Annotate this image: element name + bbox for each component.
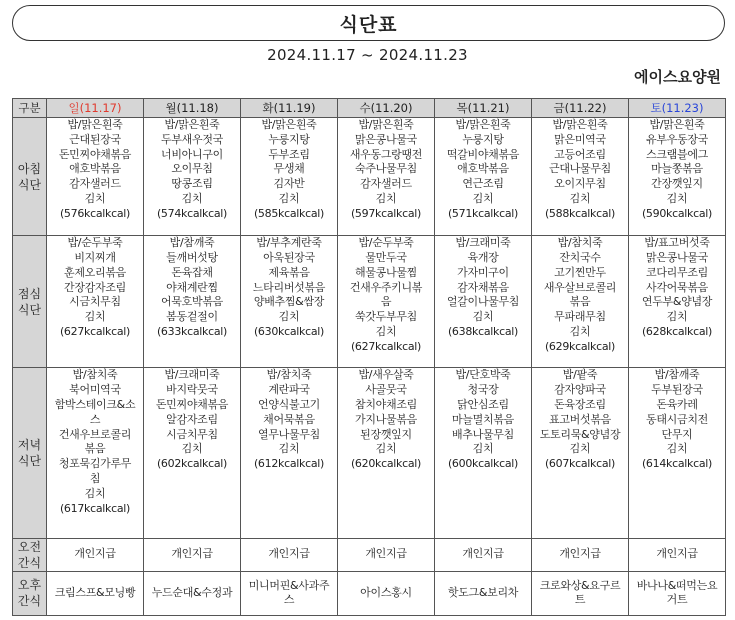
menu-cell-dinner-sun (47, 368, 144, 538)
menu-item: 채어묵볶음 (263, 412, 315, 426)
menu-cell-afternoon-snack-sat (629, 571, 726, 615)
menu-item: 개인지급 (171, 547, 213, 561)
menu-item: 개인지급 (559, 547, 601, 561)
menu-cell-dinner-fri (532, 368, 629, 538)
menu-item: 함박스테이크&소 (54, 398, 136, 412)
menu-item: 참치야채조림 (355, 398, 417, 412)
menu-item: 맑은콩나물국 (355, 132, 417, 146)
menu-item: 바나나&떠먹는요 (636, 578, 718, 592)
menu-item: 땅콩조림 (171, 177, 213, 191)
row-label-line: 식단 (17, 454, 42, 469)
menu-cell-dinner-thu (435, 368, 532, 538)
menu-item: 배추나물무침 (452, 427, 514, 441)
menu-item: 오이무침 (171, 162, 213, 176)
menu-item: (571kcalkcal) (447, 206, 519, 220)
menu-item: 마늘멸치볶음 (452, 412, 514, 426)
menu-cell-afternoon-snack-thu (435, 571, 532, 615)
menu-item: 연근조림 (462, 177, 504, 191)
menu-item: 김치 (472, 310, 494, 324)
menu-item: 트 (574, 593, 586, 607)
menu-cell-afternoon-snack-wed (338, 571, 435, 615)
menu-item: 밥/단호박죽 (455, 368, 511, 382)
menu-item: (576kcalkcal) (59, 206, 131, 220)
menu-item: 오이지무침 (554, 177, 606, 191)
menu-item: 김치 (278, 191, 300, 205)
menu-item: 개인지급 (74, 547, 116, 561)
menu-cell-breakfast-sun (47, 118, 144, 236)
row-label-morning-snack (13, 538, 47, 571)
menu-item: 김치 (278, 310, 300, 324)
menu-item: 밥/참치죽 (557, 236, 603, 250)
menu-item: 맑은콩나물국 (646, 251, 708, 265)
menu-item: 해물콩나물찜 (355, 265, 417, 279)
menu-item: (588kcalkcal) (544, 206, 616, 220)
menu-item: 김치 (375, 191, 397, 205)
menu-item: 가지나물볶음 (355, 412, 417, 426)
menu-item: (607kcalkcal) (544, 457, 616, 471)
menu-item: 김치 (666, 442, 688, 456)
menu-cell-lunch-sat (629, 236, 726, 368)
menu-item: (617kcalkcal) (59, 501, 131, 515)
row-dinner (13, 368, 726, 538)
menu-item: 물만두국 (365, 251, 407, 265)
row-label-line: 간식 (17, 555, 42, 570)
menu-item: 누드순대&수정과 (151, 586, 233, 600)
menu-item: 잔치국수 (559, 251, 601, 265)
day-header-fri: 금(11.22) (532, 99, 629, 118)
menu-item: (600kcalkcal) (447, 457, 519, 471)
menu-item: 김치 (569, 325, 591, 339)
menu-item: 밥/크래미죽 (455, 236, 511, 250)
row-label-afternoon-snack (13, 571, 47, 615)
menu-item: 김치 (278, 442, 300, 456)
menu-item: 돈육잡채 (171, 265, 213, 279)
meal-plan-table (12, 98, 726, 616)
menu-item: 밥/참깨죽 (169, 236, 215, 250)
facility-name: 에이스요양원 (634, 68, 721, 86)
menu-item: 개인지급 (365, 547, 407, 561)
menu-cell-lunch-fri (532, 236, 629, 368)
menu-item: 무파래무침 (554, 310, 606, 324)
menu-item: 김치 (569, 442, 591, 456)
row-label-line: 식단 (17, 302, 42, 317)
menu-cell-lunch-wed (338, 236, 435, 368)
menu-item: 두부된장국 (651, 383, 703, 397)
row-lunch (13, 236, 726, 368)
menu-item: 고등어조림 (554, 147, 606, 161)
menu-item: 밥/맑은흰죽 (261, 118, 317, 131)
menu-item: 밥/부추계란죽 (256, 236, 322, 250)
menu-cell-morning-snack-mon (144, 538, 241, 571)
menu-item: 계란파국 (268, 383, 310, 397)
row-label-line: 식단 (17, 177, 42, 192)
menu-item: 들깨버섯탕 (166, 251, 218, 265)
menu-item: (628kcalkcal) (641, 325, 713, 339)
menu-item: 표고버섯볶음 (549, 412, 611, 426)
menu-item: 감자샐러드 (69, 177, 121, 191)
menu-cell-lunch-sun (47, 236, 144, 368)
day-header-wed: 수(11.20) (338, 99, 435, 118)
menu-item: 마늘쫑볶음 (651, 162, 703, 176)
menu-item: 돈민찌야채볶음 (155, 398, 229, 412)
menu-item: (627kcalkcal) (350, 339, 422, 353)
menu-item: 밥/맑은흰죽 (455, 118, 511, 131)
menu-item: 김치 (569, 191, 591, 205)
menu-item: 떡갈비야채볶음 (446, 147, 520, 161)
row-label-lunch (13, 236, 47, 368)
menu-item: 김치 (375, 325, 397, 339)
menu-item: 김자반 (273, 177, 305, 191)
menu-item: 무생채 (273, 162, 305, 176)
menu-item: 감자양파국 (554, 383, 606, 397)
menu-item: 북어미역국 (69, 383, 121, 397)
menu-item: 사골뭇국 (365, 383, 407, 397)
menu-cell-lunch-mon (144, 236, 241, 368)
menu-item: 감자샐러드 (360, 177, 412, 191)
menu-item: 새우살브로콜리 (543, 280, 617, 294)
menu-cell-afternoon-snack-fri (532, 571, 629, 615)
menu-item: 건새우브로콜리 (58, 427, 132, 441)
menu-cell-breakfast-wed (338, 118, 435, 236)
menu-item: 김치 (181, 442, 203, 456)
menu-item: 고기찐만두 (554, 265, 606, 279)
menu-item: 김치 (181, 191, 203, 205)
menu-item: 미니머핀&사과주 (248, 578, 330, 592)
menu-item: 훈제오리볶음 (64, 265, 126, 279)
menu-item: 스 (89, 412, 101, 426)
menu-item: 두부조림 (268, 147, 310, 161)
menu-item: 닭안심조림 (457, 398, 509, 412)
menu-item: 김치 (375, 442, 397, 456)
menu-item: (627kcalkcal) (59, 325, 131, 339)
menu-cell-morning-snack-sat (629, 538, 726, 571)
menu-cell-afternoon-snack-sun (47, 571, 144, 615)
menu-item: 음 (380, 295, 392, 309)
menu-item: 스 (283, 593, 295, 607)
menu-item: 시금치무침 (166, 427, 218, 441)
row-label-line: 점심 (17, 286, 42, 301)
menu-item: 건새우주키니볶 (349, 280, 423, 294)
menu-item: 김치 (84, 310, 106, 324)
menu-item: 코다리무조림 (646, 265, 708, 279)
menu-cell-morning-snack-fri (532, 538, 629, 571)
day-header-sat: 토(11.23) (629, 99, 726, 118)
menu-item: 김치 (84, 191, 106, 205)
title-banner (12, 5, 725, 41)
menu-item: 김치 (84, 486, 106, 500)
menu-item: 밥/표고버섯죽 (644, 236, 710, 250)
menu-item: 연두부&양념장 (641, 295, 713, 309)
menu-item: (574kcalkcal) (156, 206, 228, 220)
menu-item: 밥/순두부죽 (358, 236, 414, 250)
menu-item: 바지락뭇국 (166, 383, 218, 397)
corner-header: 구분 (13, 99, 47, 118)
menu-item: 청국장 (467, 383, 499, 397)
menu-cell-dinner-sat (629, 368, 726, 538)
menu-item: 봄동겉절이 (166, 310, 218, 324)
menu-item: 스크램블에그 (646, 147, 708, 161)
menu-item: 김치 (472, 442, 494, 456)
menu-item: (590kcalkcal) (641, 206, 713, 220)
menu-item: 단무지 (661, 427, 693, 441)
menu-item: 아이스홍시 (360, 586, 412, 600)
menu-item: 볶음 (569, 295, 591, 309)
day-header-sun: 일(11.17) (47, 99, 144, 118)
menu-item: 시금치무침 (69, 295, 121, 309)
menu-item: 동태시금치전 (646, 412, 708, 426)
menu-item: 누룽지탕 (268, 132, 310, 146)
menu-cell-morning-snack-wed (338, 538, 435, 571)
menu-cell-lunch-tue (241, 236, 338, 368)
date-range: 2024.11.17 ~ 2024.11.23 (267, 46, 468, 64)
menu-item: 숙주나물무침 (355, 162, 417, 176)
menu-item: 볶음 (84, 442, 106, 456)
menu-item: 근대나물무침 (549, 162, 611, 176)
row-label-line: 간식 (17, 594, 42, 609)
menu-item: 밥/팥죽 (562, 368, 598, 382)
menu-item: 도토리묵&양념장 (539, 427, 621, 441)
menu-cell-dinner-tue (241, 368, 338, 538)
menu-cell-breakfast-sat (629, 118, 726, 236)
menu-item: 김치 (666, 191, 688, 205)
menu-cell-lunch-thu (435, 236, 532, 368)
row-label-line: 아침 (17, 161, 42, 176)
menu-item: 돈민찌야채볶음 (58, 147, 132, 161)
menu-item: (602kcalkcal) (156, 457, 228, 471)
menu-item: (629kcalkcal) (544, 339, 616, 353)
menu-item: 느타리버섯볶음 (252, 280, 326, 294)
row-label-line: 저녁 (17, 438, 42, 453)
menu-item: 간장깻잎지 (651, 177, 703, 191)
menu-item: 비지찌개 (74, 251, 116, 265)
menu-cell-afternoon-snack-tue (241, 571, 338, 615)
menu-item: 아욱된장국 (263, 251, 315, 265)
menu-item: 청포묵김가루무 (58, 457, 132, 471)
menu-item: 크림스프&모닝빵 (54, 586, 136, 600)
menu-item: 개인지급 (268, 547, 310, 561)
menu-item: 밥/맑은흰죽 (358, 118, 414, 131)
menu-item: 제육볶음 (268, 265, 310, 279)
menu-item: 밥/맑은흰죽 (164, 118, 220, 131)
menu-item: 밥/맑은흰죽 (67, 118, 123, 131)
menu-cell-breakfast-fri (532, 118, 629, 236)
menu-cell-morning-snack-tue (241, 538, 338, 571)
menu-cell-morning-snack-sun (47, 538, 144, 571)
menu-item: 돈육카레 (656, 398, 698, 412)
menu-item: 감자채볶음 (457, 280, 509, 294)
menu-item: 밥/참치죽 (266, 368, 312, 382)
menu-item: 유부우동장국 (646, 132, 708, 146)
menu-item: 침 (89, 472, 101, 486)
menu-item: 어묵호박볶음 (161, 295, 223, 309)
menu-cell-morning-snack-thu (435, 538, 532, 571)
menu-item: 새우동그랑땡전 (349, 147, 423, 161)
menu-item: 열무나물무침 (258, 427, 320, 441)
menu-item: 밥/맑은흰죽 (552, 118, 608, 131)
menu-item: (620kcalkcal) (350, 457, 422, 471)
row-label-breakfast (13, 118, 47, 236)
menu-cell-breakfast-mon (144, 118, 241, 236)
menu-item: (614kcalkcal) (641, 457, 713, 471)
row-morning-snack (13, 538, 726, 571)
menu-cell-dinner-wed (338, 368, 435, 538)
menu-item: 밥/크래미죽 (164, 368, 220, 382)
menu-item: 밥/새우살죽 (358, 368, 414, 382)
menu-item: 너비아니구이 (161, 147, 223, 161)
menu-item: 밥/참깨죽 (654, 368, 700, 382)
row-label-line: 오전 (17, 539, 42, 554)
menu-item: 쑥갓두부무침 (355, 310, 417, 324)
header-row (13, 99, 726, 118)
menu-item: (633kcalkcal) (156, 325, 228, 339)
menu-item: 밥/참치죽 (72, 368, 118, 382)
menu-item: 핫도그&보리차 (447, 586, 519, 600)
menu-item: 돈육장조림 (554, 398, 606, 412)
day-header-thu: 목(11.21) (435, 99, 532, 118)
menu-cell-afternoon-snack-mon (144, 571, 241, 615)
day-header-mon: 월(11.18) (144, 99, 241, 118)
menu-item: (612kcalkcal) (253, 457, 325, 471)
menu-item: 사각어묵볶음 (646, 280, 708, 294)
row-breakfast (13, 118, 726, 236)
menu-item: 근대된장국 (69, 132, 121, 146)
menu-cell-dinner-mon (144, 368, 241, 538)
menu-item: 애호박볶음 (457, 162, 509, 176)
page-title: 식단표 (339, 13, 398, 36)
menu-item: 간장감자조림 (64, 280, 126, 294)
menu-item: 누룽지탕 (462, 132, 504, 146)
menu-item: 크로와상&요구르 (539, 578, 621, 592)
menu-item: 두부새우젓국 (161, 132, 223, 146)
row-label-line: 오후 (17, 578, 42, 593)
menu-item: 개인지급 (462, 547, 504, 561)
menu-item: (630kcalkcal) (253, 325, 325, 339)
menu-item: (597kcalkcal) (350, 206, 422, 220)
menu-item: 언양식불고기 (258, 398, 320, 412)
menu-cell-breakfast-tue (241, 118, 338, 236)
menu-item: (638kcalkcal) (447, 325, 519, 339)
menu-item: 밥/맑은흰죽 (649, 118, 705, 131)
menu-item: 개인지급 (656, 547, 698, 561)
menu-item: (585kcalkcal) (253, 206, 325, 220)
menu-item: 밥/순두부죽 (67, 236, 123, 250)
menu-item: 거트 (666, 593, 688, 607)
menu-item: 애호박볶음 (69, 162, 121, 176)
row-afternoon-snack (13, 571, 726, 615)
menu-item: 양배추찜&쌈장 (253, 295, 325, 309)
menu-item: 얼갈이나물무침 (446, 295, 520, 309)
menu-item: 알감자조림 (166, 412, 218, 426)
menu-item: 김치 (666, 310, 688, 324)
day-header-tue: 화(11.19) (241, 99, 338, 118)
menu-item: 맑은미역국 (554, 132, 606, 146)
menu-cell-breakfast-thu (435, 118, 532, 236)
menu-item: 된장깻잎지 (360, 427, 412, 441)
menu-item: 육개장 (467, 251, 499, 265)
row-label-dinner (13, 368, 47, 538)
menu-item: 가자미구이 (457, 265, 509, 279)
menu-item: 김치 (472, 191, 494, 205)
menu-item: 야채계란찜 (166, 280, 218, 294)
